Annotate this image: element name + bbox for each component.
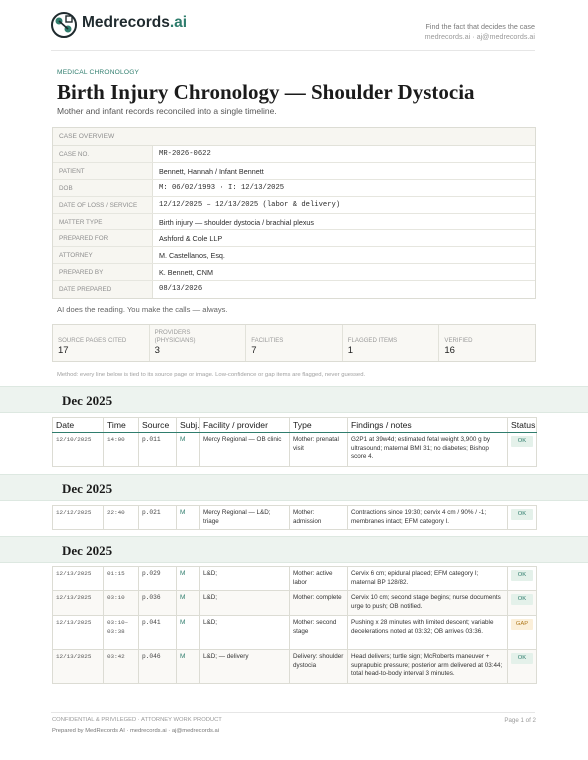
cell-date: 12/13/2025 (53, 616, 104, 650)
cell-status (508, 506, 537, 530)
cell-time: 03:42 (104, 650, 139, 684)
case-label: PATIENT (53, 163, 153, 179)
cell-date: 12/12/2025 (53, 506, 104, 530)
cell-date: 12/13/2025 (53, 591, 104, 616)
stat-flagged (343, 325, 440, 361)
cell-source[interactable]: p.029 (139, 567, 177, 591)
stat-value: 7 (251, 345, 257, 356)
cell-source[interactable]: p.046 (139, 650, 177, 684)
cell-facility: L&D; (200, 567, 290, 591)
stat-label: FACILITIES (251, 337, 284, 344)
header-tagline-block (425, 22, 535, 42)
case-row (53, 230, 535, 247)
case-row (53, 264, 535, 281)
case-label: PREPARED BY (53, 264, 153, 280)
status-badge: OK (511, 653, 533, 664)
case-value: M: 06/02/1993 · I: 12/13/2025 (159, 183, 285, 192)
stat-value: 16 (444, 345, 455, 356)
table-row (53, 433, 537, 467)
cell-date: 12/13/2025 (53, 567, 104, 591)
cell-status (508, 591, 537, 616)
cell-time: 03:10 (104, 591, 139, 616)
stat-facilities (246, 325, 343, 361)
stat-verified (439, 325, 535, 361)
footer-divider (51, 712, 535, 713)
cell-type: Mother: prenatal visit (290, 433, 348, 467)
stat-label: VERIFIED (444, 337, 473, 344)
cell-subject: M (177, 433, 200, 467)
chronology-table (52, 505, 537, 530)
col-header-time: Time (104, 418, 139, 433)
col-header-type: Type (290, 418, 348, 433)
cell-findings: G2P1 at 39w4d; estimated fetal weight 3,900 g by ultrasound; maternal BMI 31; no diabetes; Bishop score 4. (348, 433, 508, 467)
cell-type: Mother: second stage (290, 616, 348, 650)
cell-type: Mother: complete (290, 591, 348, 616)
case-row (53, 180, 535, 197)
cell-facility: L&D; (200, 591, 290, 616)
page-title: Birth Injury Chronology — Shoulder Dystocia (57, 80, 475, 104)
table-row (53, 591, 537, 616)
cell-source[interactable]: p.036 (139, 591, 177, 616)
method-note: Method: every line below is tied to its source page or image. Low-confidence or gap items are flagged, never guessed. (57, 372, 366, 378)
cell-findings: Cervix 6 cm; epidural placed; EFM category I; maternal BP 128/82. (348, 567, 508, 591)
case-row (53, 214, 535, 231)
case-value: Ashford & Cole LLP (159, 234, 223, 244)
month-heading: Dec 2025 (62, 543, 113, 558)
table-header-row (53, 418, 537, 433)
cell-type: Mother: admission (290, 506, 348, 530)
cell-type: Delivery: shoulder dystocia (290, 650, 348, 684)
stat-value: 1 (347, 345, 354, 356)
case-overview-caption: CASE OVERVIEW (53, 128, 535, 146)
cell-date: 12/10/2025 (53, 433, 104, 467)
cell-facility: Mercy Regional — OB clinic (200, 433, 290, 467)
cell-status (508, 567, 537, 591)
stat-label: PROVIDERS (PHYSICIANS) (154, 329, 196, 344)
table-row (53, 567, 537, 591)
case-label: DATE OF LOSS / SERVICE (53, 197, 153, 213)
case-overview-table (52, 127, 536, 299)
stat-source-pages (53, 325, 150, 361)
case-value: Birth injury — shoulder dystocia / brachial plexus (159, 217, 315, 227)
cell-time: 22:40 (104, 506, 139, 530)
stats-bar (52, 324, 536, 362)
case-value: 12/12/2025 – 12/13/2025 (labor & delivery) (159, 200, 341, 209)
case-label: PREPARED FOR (53, 230, 153, 246)
month-heading: Dec 2025 (62, 481, 113, 496)
cell-findings: Pushing x 28 minutes with limited descent; variable decelerations noted at 03:32; OB arrives 03:36. (348, 616, 508, 650)
stat-value: 3 (154, 345, 160, 356)
cell-source[interactable]: p.041 (139, 616, 177, 650)
page-number: Page 1 of 2 (504, 717, 536, 724)
stat-providers (150, 325, 247, 361)
case-row (53, 146, 535, 163)
status-badge: GAP (511, 619, 533, 630)
header-contact[interactable]: medrecords.ai · aj@medrecords.ai (424, 32, 535, 41)
cell-facility: L&D; (200, 616, 290, 650)
medrecords-logo-icon (51, 12, 77, 38)
cell-findings: Cervix 10 cm; second stage begins; nurse documents urge to push; OB notified. (348, 591, 508, 616)
status-badge: OK (511, 594, 533, 605)
col-header-findings: Findings / notes (348, 418, 508, 433)
cell-time: 01:15 (104, 567, 139, 591)
chronology-table (52, 417, 537, 467)
cell-status (508, 433, 537, 467)
case-row (53, 281, 535, 298)
case-row (53, 163, 535, 180)
case-row (53, 247, 535, 264)
case-label: ATTORNEY (53, 247, 153, 263)
cell-source[interactable]: p.011 (139, 433, 177, 467)
cell-facility: L&D; — delivery (200, 650, 290, 684)
cell-findings: Head delivers; turtle sign; McRoberts maneuver + suprapubic pressure; posterior arm delivered at 03:44; total head-to-body interval 3 minutes. (348, 650, 508, 684)
month-band (0, 386, 588, 413)
case-label: CASE NO. (53, 146, 153, 162)
footer-prepared-by: Prepared by MedRecords AI · medrecords.ai · aj@medrecords.ai (52, 728, 219, 734)
case-value: 08/13/2026 (159, 285, 203, 294)
page-subtitle: Mother and infant records reconciled into a single timeline. (57, 106, 277, 116)
cell-status (508, 650, 537, 684)
case-value: K. Bennett, CNM (159, 268, 213, 278)
stat-label: FLAGGED ITEMS (347, 337, 398, 344)
cell-date: 12/13/2025 (53, 650, 104, 684)
table-row (53, 650, 537, 684)
col-header-facility: Facility / provider (200, 418, 290, 433)
col-header-date: Date (53, 418, 104, 433)
tagline: Find the fact that decides the case (425, 22, 535, 31)
cell-time: 03:10–03:38 (104, 616, 139, 650)
cell-subject: M (177, 650, 200, 684)
stat-value: 17 (58, 345, 69, 356)
doc-kicker: MEDICAL CHRONOLOGY (57, 69, 140, 76)
cell-facility: Mercy Regional — L&D; triage (200, 506, 290, 530)
table-row (53, 616, 537, 650)
table-row (53, 506, 537, 530)
cell-type: Mother: active labor (290, 567, 348, 591)
status-badge: OK (511, 570, 533, 581)
col-header-subject: Subj. (177, 418, 200, 433)
status-badge: OK (511, 509, 533, 520)
cell-source[interactable]: p.021 (139, 506, 177, 530)
header-divider (51, 50, 535, 51)
footer-confidential: CONFIDENTIAL & PRIVILEGED · ATTORNEY WORK PRODUCT (52, 717, 222, 723)
month-band (0, 474, 588, 501)
chronology-table (52, 566, 537, 684)
col-header-status: Status (508, 418, 537, 433)
cell-subject: M (177, 616, 200, 650)
cell-subject: M (177, 567, 200, 591)
case-value: M. Castellanos, Esq. (159, 251, 225, 261)
cell-subject: M (177, 506, 200, 530)
brand-name: Medrecords.ai (82, 14, 188, 31)
case-value: Bennett, Hannah / Infant Bennett (159, 166, 264, 176)
cell-time: 14:00 (104, 433, 139, 467)
stat-label: SOURCE PAGES CITED (58, 337, 127, 344)
ai-disclaimer: AI does the reading. You make the calls — always. (57, 305, 228, 314)
page-header (51, 12, 535, 42)
cell-status (508, 616, 537, 650)
month-heading: Dec 2025 (62, 393, 113, 408)
case-label: MATTER TYPE (53, 214, 153, 230)
cell-findings: Contractions since 19:30; cervix 4 cm / 90% / -1; membranes intact; EFM category I. (348, 506, 508, 530)
case-label: DOB (53, 180, 153, 196)
col-header-source: Source (139, 418, 177, 433)
case-value: MR-2026-0622 (159, 150, 211, 158)
case-row (53, 197, 535, 214)
cell-subject: M (177, 591, 200, 616)
month-band (0, 536, 588, 563)
case-label: DATE PREPARED (53, 281, 153, 298)
status-badge: OK (511, 436, 533, 447)
